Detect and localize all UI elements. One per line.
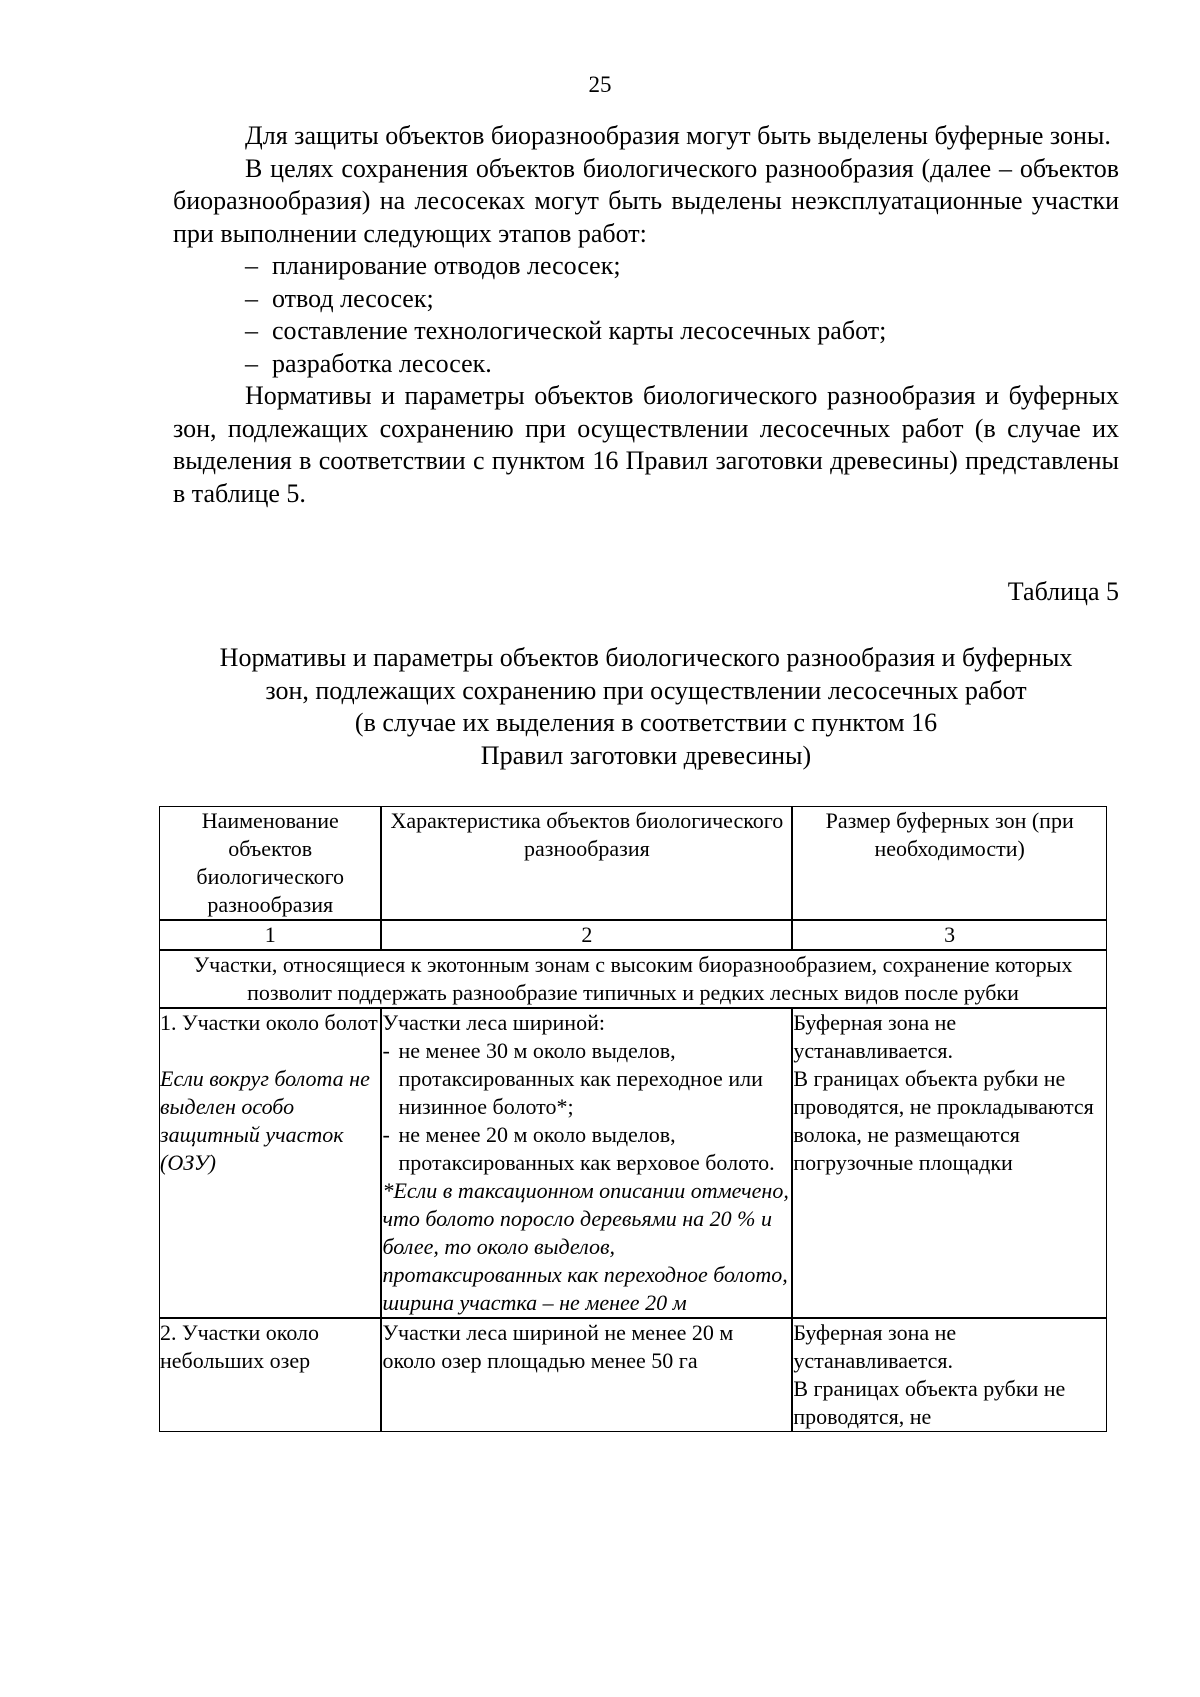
column-number: 3 — [792, 920, 1107, 950]
list-item: – составление технологической карты лесосечных работ; — [245, 315, 1119, 348]
column-number: 1 — [159, 920, 381, 950]
characteristics-intro: Участки леса шириной: — [382, 1010, 605, 1035]
cell-buffer-size — [792, 1318, 1107, 1432]
work-stages-list — [173, 250, 1119, 380]
list-item: - не менее 30 м около выделов, протаксированных как переходное или низинное болото*; — [382, 1038, 763, 1119]
table-title-line: (в случае их выделения в соответствии с пунктом 16 — [354, 708, 938, 737]
table-title-line: Правил заготовки древесины) — [480, 740, 812, 770]
table-row — [159, 1318, 1107, 1432]
page-number: 25 — [588, 72, 612, 97]
list-item: – разработка лесосек. — [245, 348, 1119, 381]
object-name: 2. Участки около небольших озер — [160, 1320, 320, 1373]
object-name: 1. Участки около болот — [160, 1010, 378, 1035]
cell-object-characteristics — [381, 1318, 792, 1432]
table-row — [159, 1008, 1107, 1318]
dash-marker: – — [245, 283, 258, 313]
header-buffer-size: Размер буферных зон (при необходимости) — [792, 806, 1107, 920]
paragraph-norms-reference: Нормативы и параметры объектов биологического разнообразия и буферных зон, подлежащих сохранению при осуществлении лесосечных работ (в случае их выделения в соответствии с пунктом 16 Правил заготовки древесины) представлены в таблице 5. — [173, 381, 1119, 508]
group-heading-row — [159, 950, 1107, 1008]
dash-marker: – — [245, 348, 258, 378]
table-title-line: зон, подлежащих сохранению при осуществлении лесосечных работ — [265, 675, 1027, 705]
cell-object-name — [159, 1318, 381, 1432]
header-object-name: Наименование объектов биологического разнообразия — [159, 806, 381, 920]
table-header-row — [159, 806, 1107, 920]
buffer-text: В границах объекта рубки не проводятся, не прокладываются волока, не размещаются погрузочные площадки — [793, 1066, 1094, 1175]
cell-object-name — [159, 1008, 381, 1318]
cell-object-characteristics — [381, 1008, 792, 1318]
buffer-text: В границах объекта рубки не проводятся, не — [793, 1376, 1066, 1429]
buffer-text: Буферная зона не устанавливается. — [793, 1010, 957, 1063]
object-name-note: Если вокруг болота не выделен особо защитный участок (ОЗУ) — [160, 1066, 370, 1175]
table-label: Таблица 5 — [1007, 577, 1119, 606]
table-title-line: Нормативы и параметры объектов биологического разнообразия и буферных — [219, 643, 1073, 672]
characteristics-text: Участки леса шириной не менее 20 м около озер площадью менее 50 га — [382, 1320, 734, 1373]
column-number-row — [159, 920, 1107, 950]
list-item: - не менее 20 м около выделов, протаксированных как верховое болото. — [382, 1122, 775, 1175]
buffer-text: Буферная зона не устанавливается. — [793, 1320, 957, 1373]
dash-marker: – — [245, 316, 258, 345]
characteristics-footnote: *Если в таксационном описании отмечено, что болото поросло деревьями на 20 % и более, то около выделов, протаксированных как переходное болото, ширина участка – не менее 20 м — [382, 1178, 789, 1315]
norms-table — [159, 806, 1107, 1432]
list-item: – отвод лесосек; — [245, 283, 1119, 316]
cell-buffer-size — [792, 1008, 1107, 1318]
list-item: – планирование отводов лесосек; — [245, 250, 1119, 283]
body-text — [173, 120, 1119, 510]
dash-marker: – — [245, 251, 258, 280]
header-object-characteristics: Характеристика объектов биологического разнообразия — [381, 806, 792, 920]
table-title — [173, 642, 1119, 772]
paragraph-non-exploitation-sites: В целях сохранения объектов биологического разнообразия (далее – объектов биоразнообразия) на лесосеках могут быть выделены неэксплуатационные участки при выполнении следующих этапов работ: — [173, 153, 1119, 248]
paragraph-buffer-zones: Для защиты объектов биоразнообразия могут быть выделены буферные зоны. — [245, 121, 1111, 150]
column-number: 2 — [381, 920, 792, 950]
group-heading: Участки, относящиеся к экотонным зонам с высоким биоразнообразием, сохранение которых позволит поддержать разнообразие типичных и редких лесных видов после рубки — [159, 950, 1107, 1008]
characteristics-list — [382, 1037, 791, 1177]
